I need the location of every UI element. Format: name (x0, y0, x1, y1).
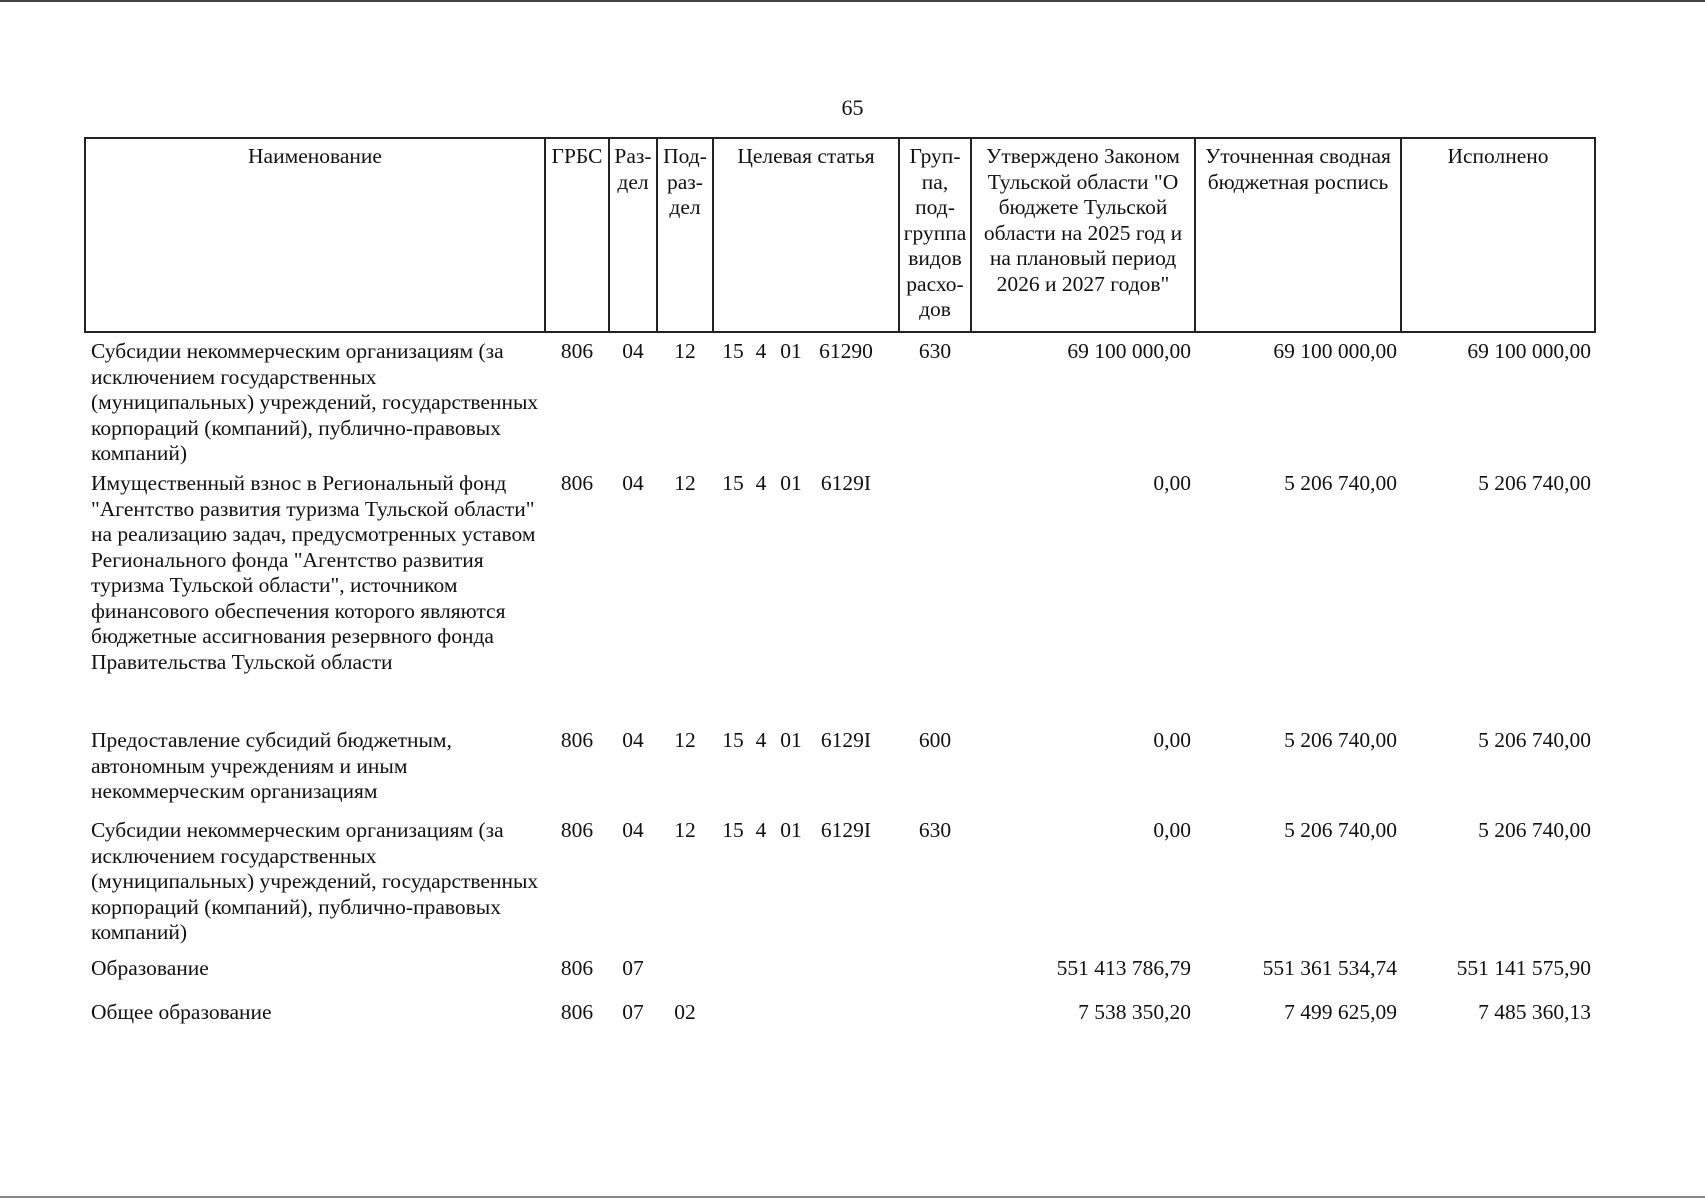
table-row (85, 332, 1595, 471)
row-grbs: 806 (560, 728, 594, 752)
row-executed: 5 206 740,00 (1478, 471, 1591, 495)
table-row (85, 956, 1595, 1000)
target-article-type: 4 (755, 818, 767, 842)
row-target-article (713, 471, 899, 728)
target-article-program: 15 (722, 339, 744, 363)
row-expense-group: 630 (918, 339, 952, 363)
target-article-code: 6129I (820, 728, 872, 752)
row-refined: 5 206 740,00 (1284, 818, 1397, 842)
header-approved-by-law: Утверждено Законом Тульской области "О бюджете Тульской области на 2025 год и на плановый период 2026 и 2027 годов" (971, 138, 1195, 332)
row-expense-group: 600 (918, 728, 952, 752)
row-grbs: 806 (560, 1000, 594, 1024)
table-row (85, 1000, 1595, 1040)
row-expense-group (899, 1000, 971, 1040)
row-podrazdel: 12 (674, 818, 696, 842)
row-approved: 0,00 (1153, 818, 1191, 842)
table-row (85, 818, 1595, 956)
row-refined: 5 206 740,00 (1284, 471, 1397, 495)
row-podrazdel: 12 (674, 728, 696, 752)
row-executed: 69 100 000,00 (1467, 339, 1591, 363)
budget-table (84, 137, 1596, 1040)
row-expense-group: 630 (918, 818, 952, 842)
table-row (85, 471, 1595, 728)
header-razdel: Раз-дел (609, 138, 657, 332)
row-podrazdel: 02 (674, 1000, 696, 1024)
row-target-article (713, 332, 899, 471)
row-executed: 5 206 740,00 (1478, 728, 1591, 752)
target-article-code: 61290 (819, 339, 873, 363)
row-grbs: 806 (560, 818, 594, 842)
row-expense-group (899, 471, 971, 728)
row-name: Субсидии некоммерческим организациям (за исключением государственных (муниципальных) учреждений, государственных корпораций (компаний), публично-правовых компаний) (91, 818, 539, 944)
row-grbs: 806 (560, 471, 594, 495)
row-razdel: 04 (622, 471, 644, 495)
row-approved: 7 538 350,20 (1078, 1000, 1191, 1024)
row-executed: 7 485 360,13 (1478, 1000, 1591, 1024)
row-name: Общее образование (91, 1000, 272, 1024)
header-expense-group: Груп-па, под-группа видов расхо-дов (899, 138, 971, 332)
target-article-subprogram: 01 (780, 818, 802, 842)
row-executed: 551 141 575,90 (1456, 956, 1591, 980)
row-refined: 7 499 625,09 (1284, 1000, 1397, 1024)
row-razdel: 04 (622, 728, 644, 752)
row-approved: 551 413 786,79 (1056, 956, 1191, 980)
row-razdel: 04 (622, 339, 644, 363)
row-refined: 551 361 534,74 (1262, 956, 1397, 980)
row-name: Предоставление субсидий бюджетным, автономным учреждениям и иным некоммерческим организациям (91, 728, 452, 803)
target-article-code: 6129I (820, 471, 872, 495)
table-row (85, 728, 1595, 818)
table-header-row (85, 138, 1595, 332)
header-grbs: ГРБС (545, 138, 609, 332)
row-name: Имущественный взнос в Региональный фонд "Агентство развития туризма Тульской области" на реализацию задач, предусмотренных уставом Регионального фонда "Агентство развития туризма Тульской области", источником финансового обеспечения которого являются бюджетные ассигнования резервного фонда Правительства Тульской области (91, 471, 536, 674)
row-name: Образование (91, 956, 209, 980)
row-podrazdel: 12 (674, 339, 696, 363)
target-article-subprogram: 01 (780, 339, 802, 363)
row-razdel: 07 (622, 956, 644, 980)
target-article-code: 6129I (820, 818, 872, 842)
target-article-type: 4 (755, 728, 767, 752)
target-article-program: 15 (722, 728, 744, 752)
row-razdel: 07 (622, 1000, 644, 1024)
row-approved: 0,00 (1153, 471, 1191, 495)
target-article-subprogram: 01 (780, 728, 802, 752)
row-razdel: 04 (622, 818, 644, 842)
row-expense-group (899, 956, 971, 1000)
header-podrazdel: Под-раз-дел (657, 138, 713, 332)
row-approved: 0,00 (1153, 728, 1191, 752)
row-refined: 5 206 740,00 (1284, 728, 1397, 752)
row-podrazdel (657, 956, 713, 1000)
target-article-type: 4 (755, 471, 767, 495)
header-name: Наименование (85, 138, 545, 332)
row-refined: 69 100 000,00 (1273, 339, 1397, 363)
bottom-border-line (0, 1196, 1705, 1198)
row-target-article (713, 956, 899, 1000)
target-article-program: 15 (722, 471, 744, 495)
row-target-article (713, 1000, 899, 1040)
page-number: 65 (841, 95, 864, 120)
row-target-article (713, 728, 899, 818)
target-article-type: 4 (755, 339, 767, 363)
row-executed: 5 206 740,00 (1478, 818, 1591, 842)
row-name: Субсидии некоммерческим организациям (за исключением государственных (муниципальных) учреждений, государственных корпораций (компаний), публично-правовых компаний) (91, 339, 539, 465)
row-podrazdel: 12 (674, 471, 696, 495)
header-target-article: Целевая статья (713, 138, 899, 332)
header-executed: Исполнено (1401, 138, 1595, 332)
row-grbs: 806 (560, 339, 594, 363)
target-article-program: 15 (722, 818, 744, 842)
row-approved: 69 100 000,00 (1067, 339, 1191, 363)
row-grbs: 806 (560, 956, 594, 980)
header-refined-budget: Уточненная сводная бюджетная роспись (1195, 138, 1401, 332)
target-article-subprogram: 01 (780, 471, 802, 495)
top-border-line (0, 0, 1705, 2)
row-target-article (713, 818, 899, 956)
